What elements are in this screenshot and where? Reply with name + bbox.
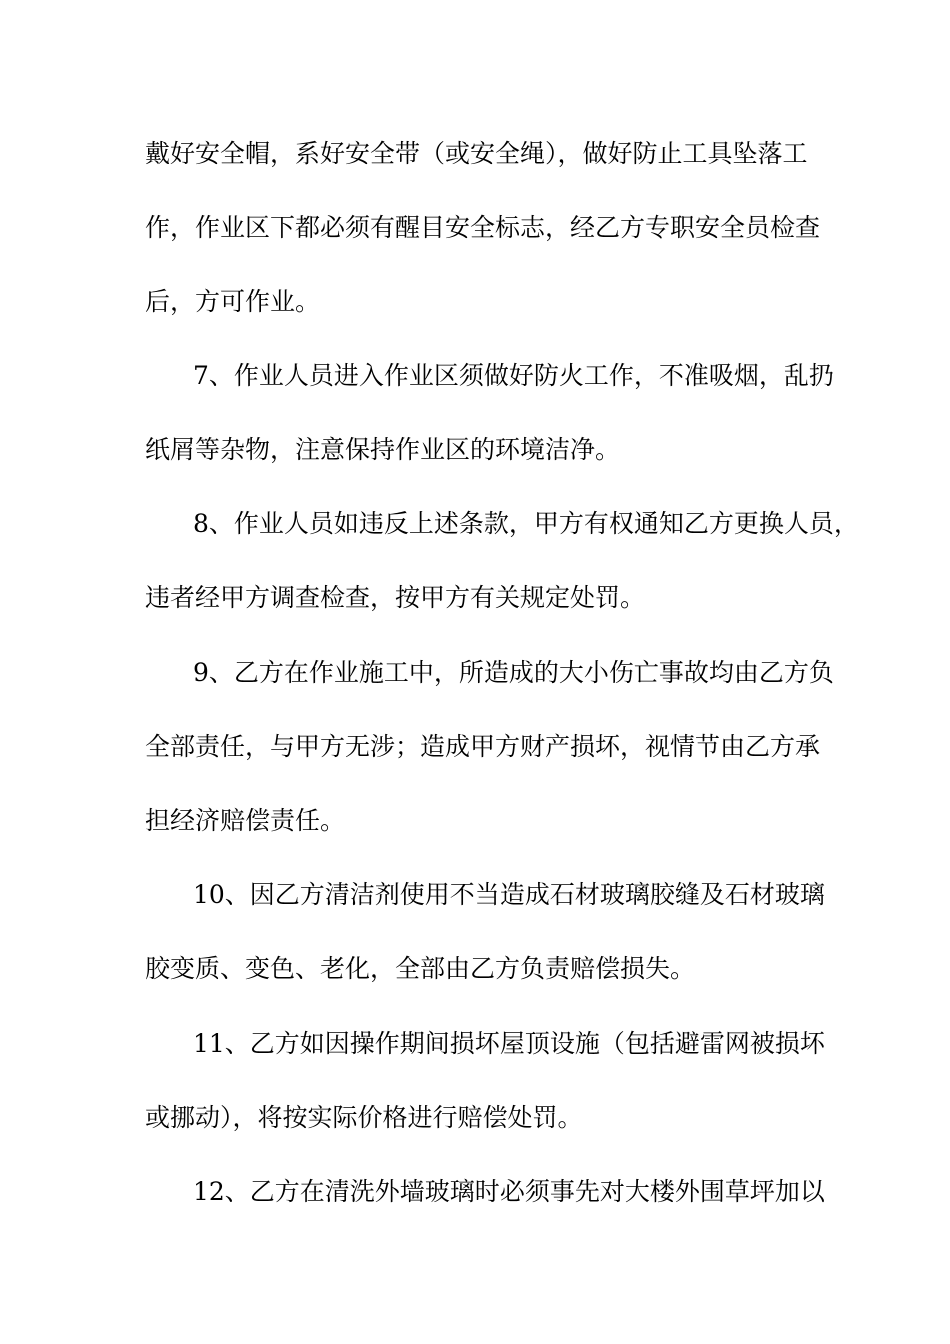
text-line: 全部责任，与甲方无涉；造成甲方财产损坏，视情节由乙方承 [145,732,821,761]
text-line: 违者经甲方调查检查，按甲方有关规定处罚。 [145,583,646,612]
text-line: 纸屑等杂物，注意保持作业区的环境洁净。 [145,435,621,464]
text-line: 作，作业区下都必须有醒目安全标志，经乙方专职安全员检查 [145,213,821,242]
text-line: 10、因乙方清洁剂使用不当造成石材玻璃胶缝及石材玻璃 [193,880,825,909]
text-line: 8、作业人员如违反上述条款，甲方有权通知乙方更换人员， [193,509,859,538]
text-line: 或挪动），将按实际价格进行赔偿处罚。 [145,1103,583,1132]
text-line: 后，方可作业。 [145,287,321,316]
text-line: 9、乙方在作业施工中，所造成的大小伤亡事故均由乙方负 [193,658,834,687]
text-line: 担经济赔偿责任。 [145,806,346,835]
text-line: 胶变质、变色、老化，全部由乙方负责赔偿损失。 [145,954,696,983]
text-line: 7、作业人员进入作业区须做好防火工作，不准吸烟，乱扔 [193,361,834,390]
text-line: 戴好安全帽，系好安全带（或安全绳），做好防止工具坠落工 [145,139,808,168]
text-line: 11、乙方如因操作期间损坏屋顶设施（包括避雷网被损坏 [193,1029,825,1058]
text-line: 12、乙方在清洗外墙玻璃时必须事先对大楼外围草坪加以 [193,1177,825,1206]
